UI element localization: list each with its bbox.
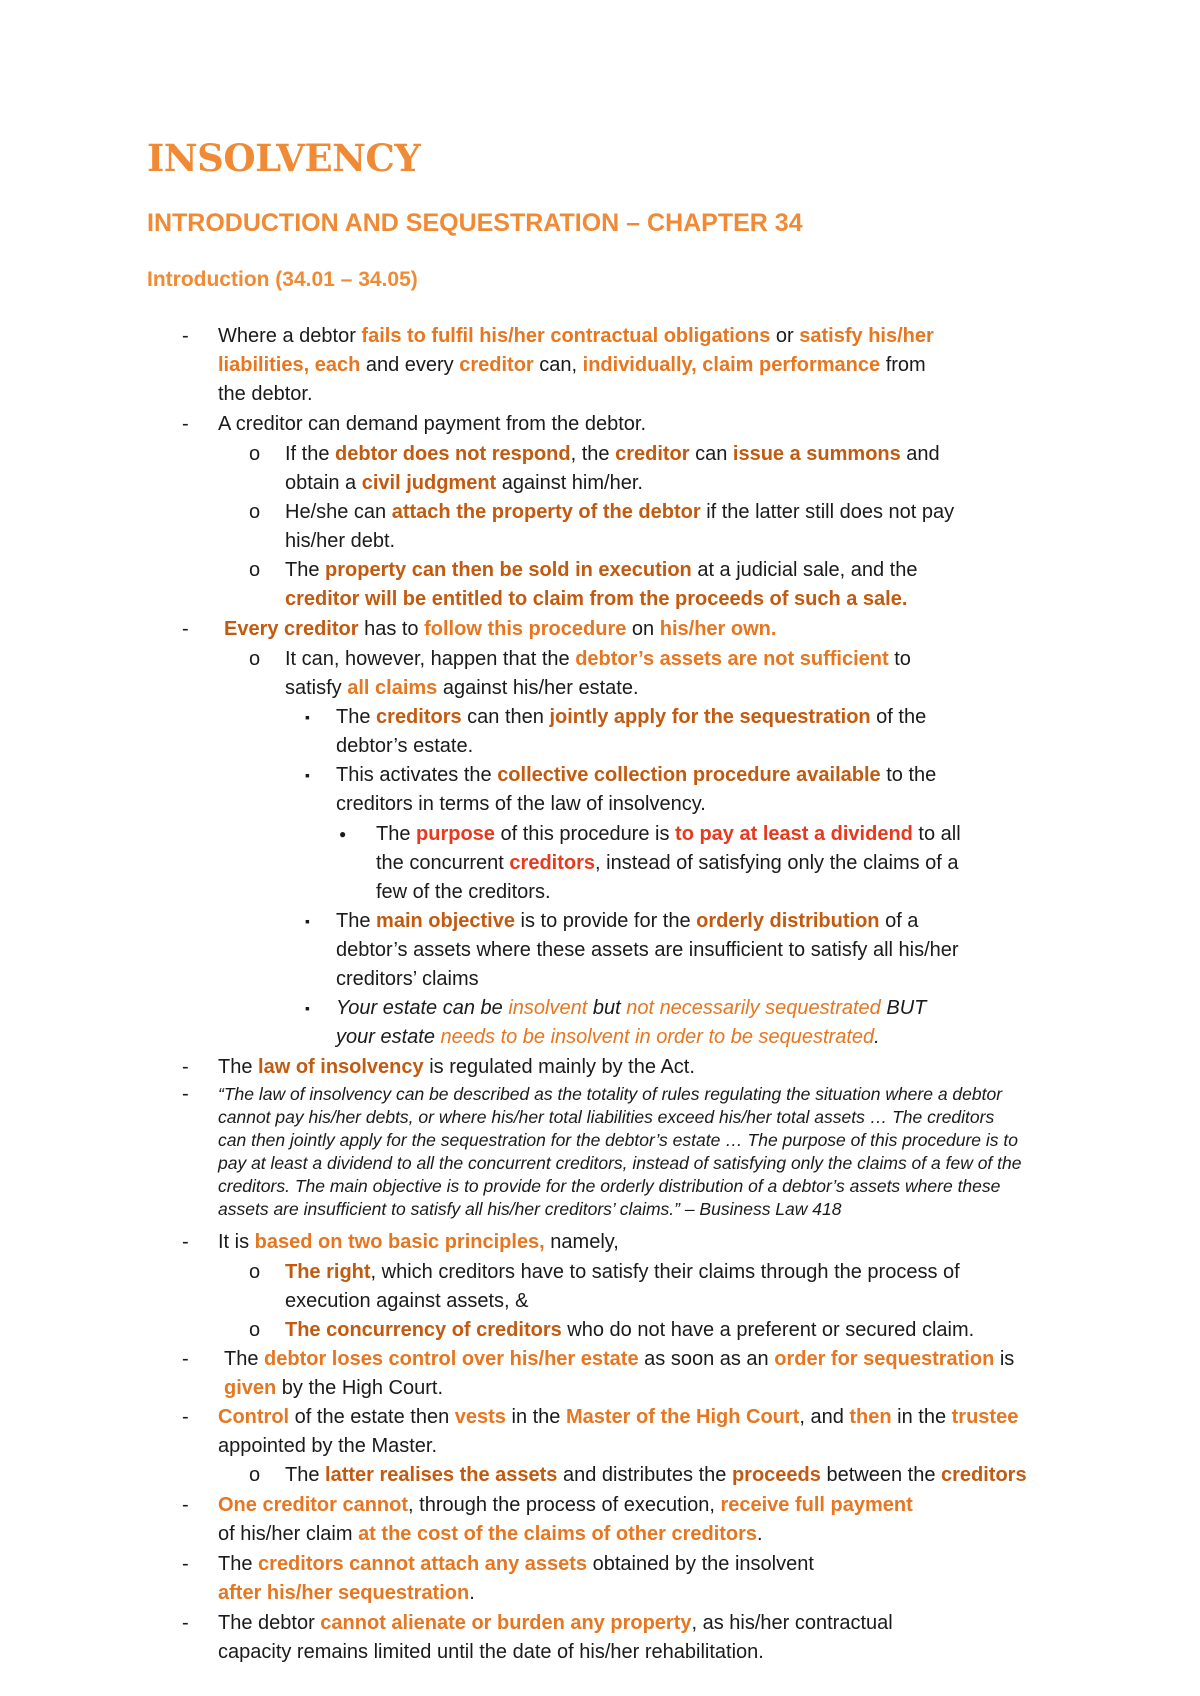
text-line: the concurrent creditors, instead of satisfying only the claims of a — [376, 852, 959, 874]
circle-bullet: o — [249, 648, 261, 670]
dash-bullet: - — [182, 1231, 189, 1253]
text-line: The creditors cannot attach any assets obtained by the insolvent — [218, 1553, 814, 1575]
text-line: the debtor. — [218, 383, 313, 405]
dash-bullet: - — [182, 1494, 189, 1516]
circle-bullet: o — [249, 559, 261, 581]
section-heading: Introduction (34.01 – 34.05) — [147, 268, 418, 291]
text-line: The right, which creditors have to satisfy their claims through the process of — [285, 1261, 960, 1283]
text-line: creditors’ claims — [336, 968, 479, 990]
text-line: few of the creditors. — [376, 881, 551, 903]
text-line: execution against assets, & — [285, 1290, 529, 1312]
text-line: creditors in terms of the law of insolvency. — [336, 793, 706, 815]
text-line: The concurrency of creditors who do not have a preferent or secured claim. — [285, 1319, 975, 1341]
dash-bullet: - — [182, 1406, 189, 1428]
text-line: Your estate can be insolvent but not necessarily sequestrated BUT — [336, 997, 927, 1019]
text-line: Where a debtor fails to fulfil his/her contractual obligations or satisfy his/her — [218, 325, 934, 347]
text-line: If the debtor does not respond, the creditor can issue a summons and — [285, 443, 940, 465]
text-line: The debtor cannot alienate or burden any property, as his/her contractual — [218, 1612, 893, 1634]
dash-bullet: - — [182, 618, 189, 640]
quote-line: creditors. The main objective is to provide for the orderly distribution of a debtor’s assets where these — [218, 1176, 1001, 1196]
text-line: your estate needs to be insolvent in order to be sequestrated. — [336, 1026, 880, 1048]
square-bullet: ▪ — [305, 709, 310, 725]
circle-bullet: o — [249, 1261, 261, 1283]
text-line: It is based on two basic principles, namely, — [218, 1231, 619, 1253]
text-line: The law of insolvency is regulated mainly by the Act. — [218, 1056, 695, 1078]
text-line: his/her debt. — [285, 530, 396, 552]
text-line: given by the High Court. — [224, 1377, 443, 1399]
text-line: debtor’s estate. — [336, 735, 474, 757]
text-line: The main objective is to provide for the orderly distribution of a — [336, 910, 919, 932]
quote-line: can then jointly apply for the sequestration for the debtor’s estate … The purpose of this procedure is to — [218, 1130, 1018, 1150]
circle-bullet: o — [249, 1319, 261, 1341]
chapter-heading: INTRODUCTION AND SEQUESTRATION – CHAPTER 34 — [147, 209, 803, 237]
dash-bullet: - — [182, 1083, 189, 1105]
dot-bullet: ● — [339, 827, 347, 841]
square-bullet: ▪ — [305, 767, 310, 783]
text-line: He/she can attach the property of the debtor if the latter still does not pay — [285, 501, 955, 523]
dash-bullet: - — [182, 1348, 189, 1370]
text-line: appointed by the Master. — [218, 1435, 438, 1457]
text-line: satisfy all claims against his/her estate. — [285, 677, 639, 699]
circle-bullet: o — [249, 1464, 261, 1486]
text-line: obtain a civil judgment against him/her. — [285, 472, 643, 494]
text-line: The debtor loses control over his/her estate as soon as an order for sequestration is — [224, 1348, 1015, 1370]
circle-bullet: o — [249, 443, 261, 465]
dash-bullet: - — [182, 413, 189, 435]
text-line: The purpose of this procedure is to pay at least a dividend to all — [376, 823, 961, 845]
circle-bullet: o — [249, 501, 261, 523]
document-title: INSOLVENCY — [147, 136, 421, 180]
quote-line: pay at least a dividend to all the concurrent creditors, instead of satisfying only the claims of a few of the — [218, 1153, 1022, 1173]
text-line: creditor will be entitled to claim from the proceeds of such a sale. — [285, 588, 908, 610]
text-line: liabilities, each and every creditor can, individually, claim performance from — [218, 354, 926, 376]
text-line: Control of the estate then vests in the Master of the High Court, and then in the trustee — [218, 1406, 1019, 1428]
text-line: Every creditor has to follow this procedure on his/her own. — [224, 618, 777, 640]
text-line: The creditors can then jointly apply for the sequestration of the — [336, 706, 927, 728]
text-line: It can, however, happen that the debtor’s assets are not sufficient to — [285, 648, 911, 670]
text-line: The property can then be sold in execution at a judicial sale, and the — [285, 559, 918, 581]
text-line: This activates the collective collection procedure available to the — [336, 764, 937, 786]
text-line: of his/her claim at the cost of the claims of other creditors. — [218, 1523, 763, 1545]
dash-bullet: - — [182, 1553, 189, 1575]
quote-line: “The law of insolvency can be described as the totality of rules regulating the situation where a debtor — [218, 1084, 1003, 1104]
text-line: A creditor can demand payment from the debtor. — [218, 413, 647, 435]
text-line: after his/her sequestration. — [218, 1582, 475, 1604]
dash-bullet: - — [182, 325, 189, 347]
text-line: The latter realises the assets and distributes the proceeds between the creditors — [285, 1464, 1027, 1486]
quote-line: assets are insufficient to satisfy all his/her creditors’ claims.” – Business Law 418 — [218, 1199, 842, 1219]
square-bullet: ▪ — [305, 913, 310, 929]
text-line: debtor’s assets where these assets are insufficient to satisfy all his/her — [336, 939, 959, 961]
quote-line: cannot pay his/her debts, or where his/her total liabilities exceed his/her total assets … The creditors — [218, 1107, 995, 1127]
text-line: capacity remains limited until the date of his/her rehabilitation. — [218, 1641, 764, 1663]
text-line: One creditor cannot, through the process of execution, receive full payment — [218, 1494, 913, 1516]
dash-bullet: - — [182, 1056, 189, 1078]
square-bullet: ▪ — [305, 1000, 310, 1016]
dash-bullet: - — [182, 1612, 189, 1634]
